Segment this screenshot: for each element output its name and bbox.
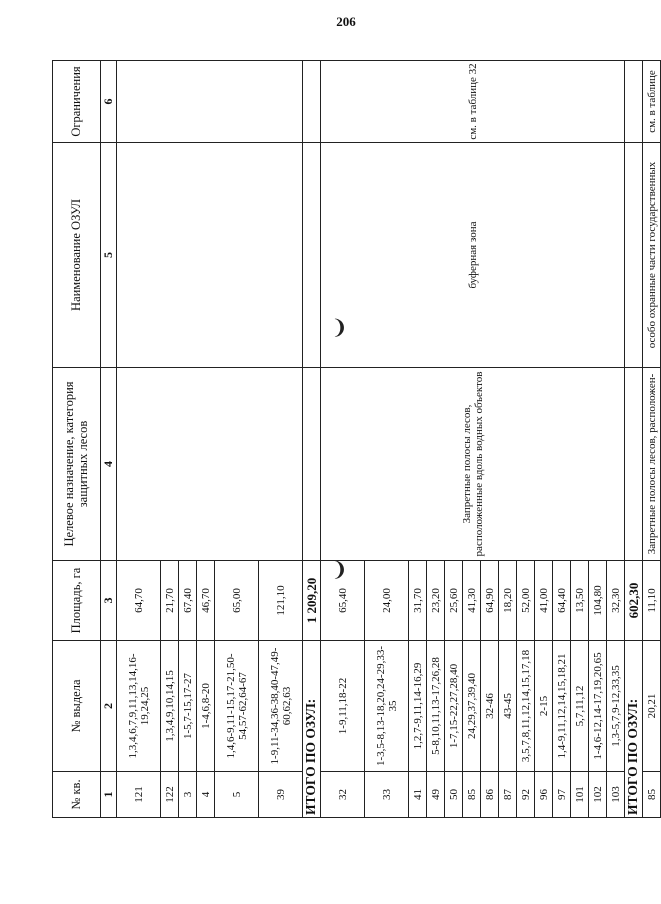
cell-kv: 4	[197, 772, 215, 818]
cell-kv: 3	[179, 772, 197, 818]
total-area: 602,30	[625, 561, 643, 641]
cell-vydel: 5-8,10,11,13-17,26,28	[427, 641, 445, 772]
cell-vydel: 1-9,11-34,36-38,40-47,49-60,62,63	[259, 641, 303, 772]
cell-area: 41,30	[463, 561, 481, 641]
cell-restriction-empty	[179, 61, 197, 143]
header-restrictions: Ограничения	[53, 61, 101, 143]
cell-vydel: 43-45	[499, 641, 517, 772]
cell-area: 104,80	[589, 561, 607, 641]
total-empty-cell	[303, 368, 321, 561]
cell-area: 32,30	[607, 561, 625, 641]
cell-kv: 121	[117, 772, 161, 818]
cell-restriction-empty	[197, 61, 215, 143]
cell-vydel: 5,7,11,12	[571, 641, 589, 772]
cell-vydel: 1-7,15-22,27,28,40	[445, 641, 463, 772]
cell-purpose-empty	[215, 368, 259, 561]
column-number: 4	[101, 368, 117, 561]
total-empty-cell	[303, 143, 321, 368]
header-ozul: Наименование ОЗУЛ	[53, 143, 101, 368]
cell-ozul-empty	[117, 143, 161, 368]
cell-vydel: 24,29,37,39,40	[463, 641, 481, 772]
column-number: 1	[101, 772, 117, 818]
cell-restriction-empty	[259, 61, 303, 143]
header-vydel: № выдела	[53, 641, 101, 772]
cell-kv: 32	[321, 772, 365, 818]
cell-ozul-empty	[197, 143, 215, 368]
cell-kv: 39	[259, 772, 303, 818]
column-number: 5	[101, 143, 117, 368]
table-row	[197, 61, 215, 818]
cell-area: 64,90	[481, 561, 499, 641]
cell-ozul-empty	[259, 143, 303, 368]
cell-purpose-empty	[117, 368, 161, 561]
cell-kv: 49	[427, 772, 445, 818]
cell-area: 64,40	[553, 561, 571, 641]
cell-area: 64,70	[117, 561, 161, 641]
cell-vydel: 1,3,4,6,7,9,11,13,14,16-19,24,25	[117, 641, 161, 772]
total-empty-cell	[625, 368, 643, 561]
cell-vydel: 1-3,5-8,13-18,20,24-29,33-35	[365, 641, 409, 772]
group2-ozul: буферная зона	[321, 143, 625, 368]
cell-vydel: 1,4,6-9,11-15,17-21,50-54,57-62,64-67	[215, 641, 259, 772]
table-row	[117, 61, 161, 818]
cell-ozul: особо охранные части государственных	[643, 143, 661, 368]
table-row	[215, 61, 259, 818]
column-number: 2	[101, 641, 117, 772]
cell-area: 25,60	[445, 561, 463, 641]
total-empty-cell	[303, 61, 321, 143]
cell-vydel: 2-15	[535, 641, 553, 772]
cell-kv: 92	[517, 772, 535, 818]
cell-kv: 97	[553, 772, 571, 818]
cell-vydel: 1,4-9,11,12,14,15,18,21	[553, 641, 571, 772]
cell-area: 46,70	[197, 561, 215, 641]
cell-area: 121,10	[259, 561, 303, 641]
header-row	[53, 61, 101, 818]
table-row	[643, 61, 661, 818]
total-row	[625, 61, 643, 818]
cell-vydel: 1-4,6-12,14-17,19,20,65	[589, 641, 607, 772]
table-row	[161, 61, 179, 818]
cell-area: 65,00	[215, 561, 259, 641]
header-area: Площадь, га	[53, 561, 101, 641]
cell-vydel: 1-4,6,8-20	[197, 641, 215, 772]
cell-vydel: 20,21	[643, 641, 661, 772]
cell-kv: 50	[445, 772, 463, 818]
cell-ozul-empty	[161, 143, 179, 368]
cell-kv: 102	[589, 772, 607, 818]
table-row	[259, 61, 303, 818]
column-number-row	[101, 61, 117, 818]
cell-ozul-empty	[179, 143, 197, 368]
scan-mark-top: ❩	[331, 317, 348, 339]
cell-area: 23,20	[427, 561, 445, 641]
cell-restriction-empty	[215, 61, 259, 143]
page-number: 206	[336, 14, 356, 29]
cell-kv: 5	[215, 772, 259, 818]
cell-ozul-empty	[215, 143, 259, 368]
rotated-table-frame	[52, 61, 658, 818]
table-row	[179, 61, 197, 818]
cell-kv: 33	[365, 772, 409, 818]
cell-area: 65,40	[321, 561, 365, 641]
cell-kv: 41	[409, 772, 427, 818]
group2-restriction: см. в таблице 32	[321, 61, 625, 143]
cell-purpose: Запретные полосы лесов, расположен-	[643, 368, 661, 561]
cell-area: 11,10	[643, 561, 661, 641]
cell-kv: 87	[499, 772, 517, 818]
cell-vydel: 3,5,7,8,11,12,14,15,17,18	[517, 641, 535, 772]
cell-purpose-empty	[197, 368, 215, 561]
header-purpose: Целевое назначение, категория защитных лесов	[53, 368, 101, 561]
total-empty-cell	[625, 143, 643, 368]
cell-vydel: 32-46	[481, 641, 499, 772]
cell-kv: 103	[607, 772, 625, 818]
header-kv: № кв.	[53, 772, 101, 818]
cell-vydel: 1,3-5,7,9-12,33,35	[607, 641, 625, 772]
cell-purpose-empty	[161, 368, 179, 561]
cell-area: 13,50	[571, 561, 589, 641]
cell-kv: 85	[463, 772, 481, 818]
cell-area: 41,00	[535, 561, 553, 641]
group2-purpose: Запретные полосы лесов, расположенные вдоль водных объектов	[321, 368, 625, 561]
total-row	[303, 61, 321, 818]
cell-vydel: 1,2,7-9,11,14-16,29	[409, 641, 427, 772]
cell-area: 67,40	[179, 561, 197, 641]
cell-vydel: 1-5,7-15,17-27	[179, 641, 197, 772]
cell-purpose-empty	[179, 368, 197, 561]
cell-kv: 96	[535, 772, 553, 818]
cell-area: 31,70	[409, 561, 427, 641]
table-row	[321, 61, 365, 818]
total-label: ИТОГО ПО ОЗУЛ:	[625, 641, 643, 818]
cell-purpose-empty	[259, 368, 303, 561]
cell-kv: 85	[643, 772, 661, 818]
cell-area: 18,20	[499, 561, 517, 641]
cell-kv: 101	[571, 772, 589, 818]
cell-kv: 122	[161, 772, 179, 818]
total-area: 1 209,20	[303, 561, 321, 641]
cell-area: 21,70	[161, 561, 179, 641]
cell-kv: 86	[481, 772, 499, 818]
ozul-table	[52, 60, 661, 818]
column-number: 6	[101, 61, 117, 143]
total-empty-cell	[625, 61, 643, 143]
total-label: ИТОГО ПО ОЗУЛ:	[303, 641, 321, 818]
column-number: 3	[101, 561, 117, 641]
cell-area: 52,00	[517, 561, 535, 641]
scan-mark-bottom: ❩	[331, 559, 348, 581]
cell-vydel: 1-9,11,18-22	[321, 641, 365, 772]
cell-area: 24,00	[365, 561, 409, 641]
cell-restriction-empty	[161, 61, 179, 143]
cell-restriction-empty	[117, 61, 161, 143]
cell-restriction: см. в таблице	[643, 61, 661, 143]
cell-vydel: 1,3,4,9,10,14,15	[161, 641, 179, 772]
